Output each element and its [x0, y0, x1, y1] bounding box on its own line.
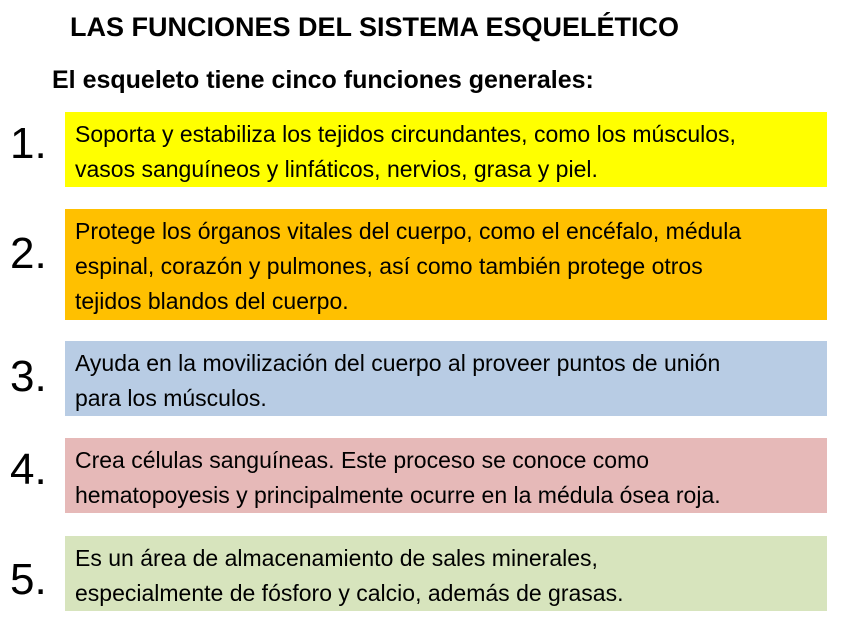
item-number: 2. [10, 229, 47, 278]
item-number: 3. [10, 352, 47, 401]
item-text-line: hematopoyesis y principalmente ocurre en la médula ósea roja. [75, 482, 721, 508]
page-subtitle: El esqueleto tiene cinco funciones generales: [52, 66, 594, 94]
item-text-box [65, 536, 827, 611]
item-text-line: Crea células sanguíneas. Este proceso se conoce como [75, 447, 650, 473]
item-text-box [65, 438, 827, 513]
item-text-line: vasos sanguíneos y linfáticos, nervios, grasa y piel. [75, 156, 598, 182]
item-text-line: Soporta y estabiliza los tejidos circundantes, como los músculos, [75, 121, 736, 147]
item-number: 5. [10, 555, 47, 604]
item-text-line: tejidos blandos del cuerpo. [75, 288, 349, 314]
item-text-line: Protege los órganos vitales del cuerpo, como el encéfalo, médula [75, 218, 742, 244]
item-text-box [65, 112, 827, 187]
item-text-box [65, 341, 827, 416]
item-text-line: espinal, corazón y pulmones, así como también protege otros [75, 253, 703, 279]
item-text-line: Ayuda en la movilización del cuerpo al proveer puntos de unión [75, 350, 721, 376]
item-number: 1. [10, 119, 47, 168]
item-text-line: Es un área de almacenamiento de sales minerales, [75, 545, 598, 571]
item-text-line: para los músculos. [75, 385, 267, 411]
item-text-line: especialmente de fósforo y calcio, además de grasas. [75, 580, 624, 606]
item-number: 4. [10, 445, 47, 494]
page-title: LAS FUNCIONES DEL SISTEMA ESQUELÉTICO [70, 12, 680, 42]
item-text-box [65, 209, 827, 320]
